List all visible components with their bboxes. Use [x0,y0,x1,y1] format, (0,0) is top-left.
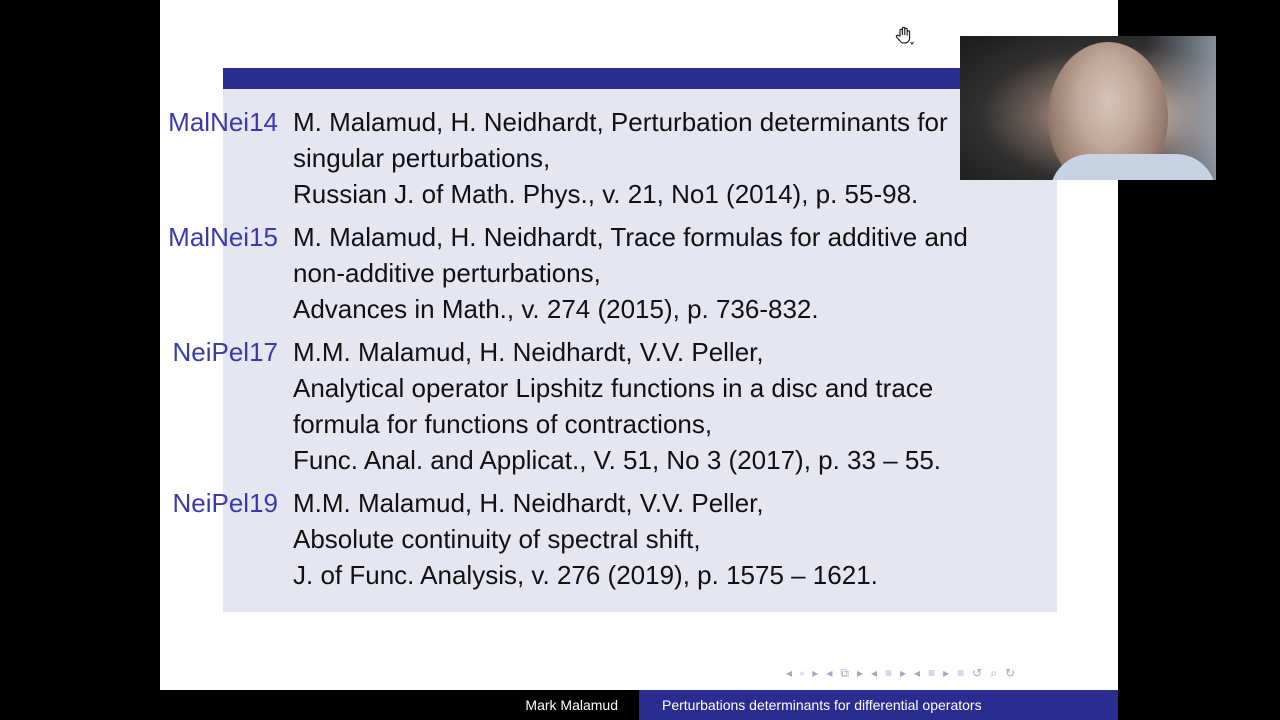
reference-line: singular perturbations, [293,143,551,173]
footer-author: Mark Malamud [160,690,639,720]
nav-symbol-icon[interactable]: ↻ [1004,666,1017,680]
reference-line: Analytical operator Lipshitz functions in a disc and trace [293,373,934,403]
reference-line: Russian J. of Math. Phys., v. 21, No1 (2014), p. 55-98. [293,179,919,209]
nav-symbol-icon[interactable]: ≡ [928,666,938,680]
slide-footer [160,690,1118,720]
reference-line: Func. Anal. and Applicat., V. 51, No 3 (2017), p. 33 – 55. [293,445,942,475]
nav-symbol-icon[interactable]: ▸ [943,666,952,680]
nav-symbol-icon[interactable]: ▸ [900,666,909,680]
reference-key: NeiPel17 [172,337,278,367]
reference-line: M. Malamud, H. Neidhardt, Perturbation determinants for [293,107,948,137]
reference-line: M.M. Malamud, H. Neidhardt, V.V. Peller, [293,488,764,518]
nav-symbol-icon[interactable]: ≡ [885,666,895,680]
reference-line: M. Malamud, H. Neidhardt, Trace formulas for additive and [293,222,968,252]
reference-key: MalNei14 [168,107,278,137]
reference-line: formula for functions of contractions, [293,409,713,439]
nav-symbol-icon[interactable]: ◂ [786,666,795,680]
nav-symbol-icon[interactable]: ≡ [957,666,967,680]
reference-key: NeiPel19 [172,488,278,518]
nav-symbol-icon[interactable]: ◂ [870,666,879,680]
reference-line: Advances in Math., v. 274 (2015), p. 736-832. [293,294,819,324]
nav-symbol-icon[interactable]: ↺ [972,666,985,680]
reference-text [293,219,1093,327]
nav-symbol-icon[interactable]: ◂ [914,666,923,680]
webcam-video-overlay [960,36,1216,180]
footer-title: Perturbations determinants for differential operators [639,690,1118,720]
speaker-shirt [1050,154,1216,180]
nav-symbol-icon[interactable]: ▫ [800,666,807,680]
reference-line: non-additive perturbations, [293,258,601,288]
beamer-navigation-symbols[interactable] [786,666,1023,681]
nav-symbol-icon[interactable]: ▸ [812,666,821,680]
nav-symbol-icon[interactable]: ◂ [826,666,835,680]
nav-symbol-icon[interactable]: ⌕ [990,666,999,680]
reference-text [293,334,1093,478]
reference-line: J. of Func. Analysis, v. 276 (2019), p. 1575 – 1621. [293,560,878,590]
hand-cursor-icon[interactable] [893,25,915,47]
reference-text [293,485,1093,593]
reference-line: Absolute continuity of spectral shift, [293,524,701,554]
nav-symbol-icon[interactable]: ▸ [856,666,865,680]
nav-symbol-icon[interactable]: ⧉ [840,666,851,680]
reference-key: MalNei15 [168,222,278,252]
reference-line: M.M. Malamud, H. Neidhardt, V.V. Peller, [293,337,764,367]
frame-title-bar [223,68,1058,89]
